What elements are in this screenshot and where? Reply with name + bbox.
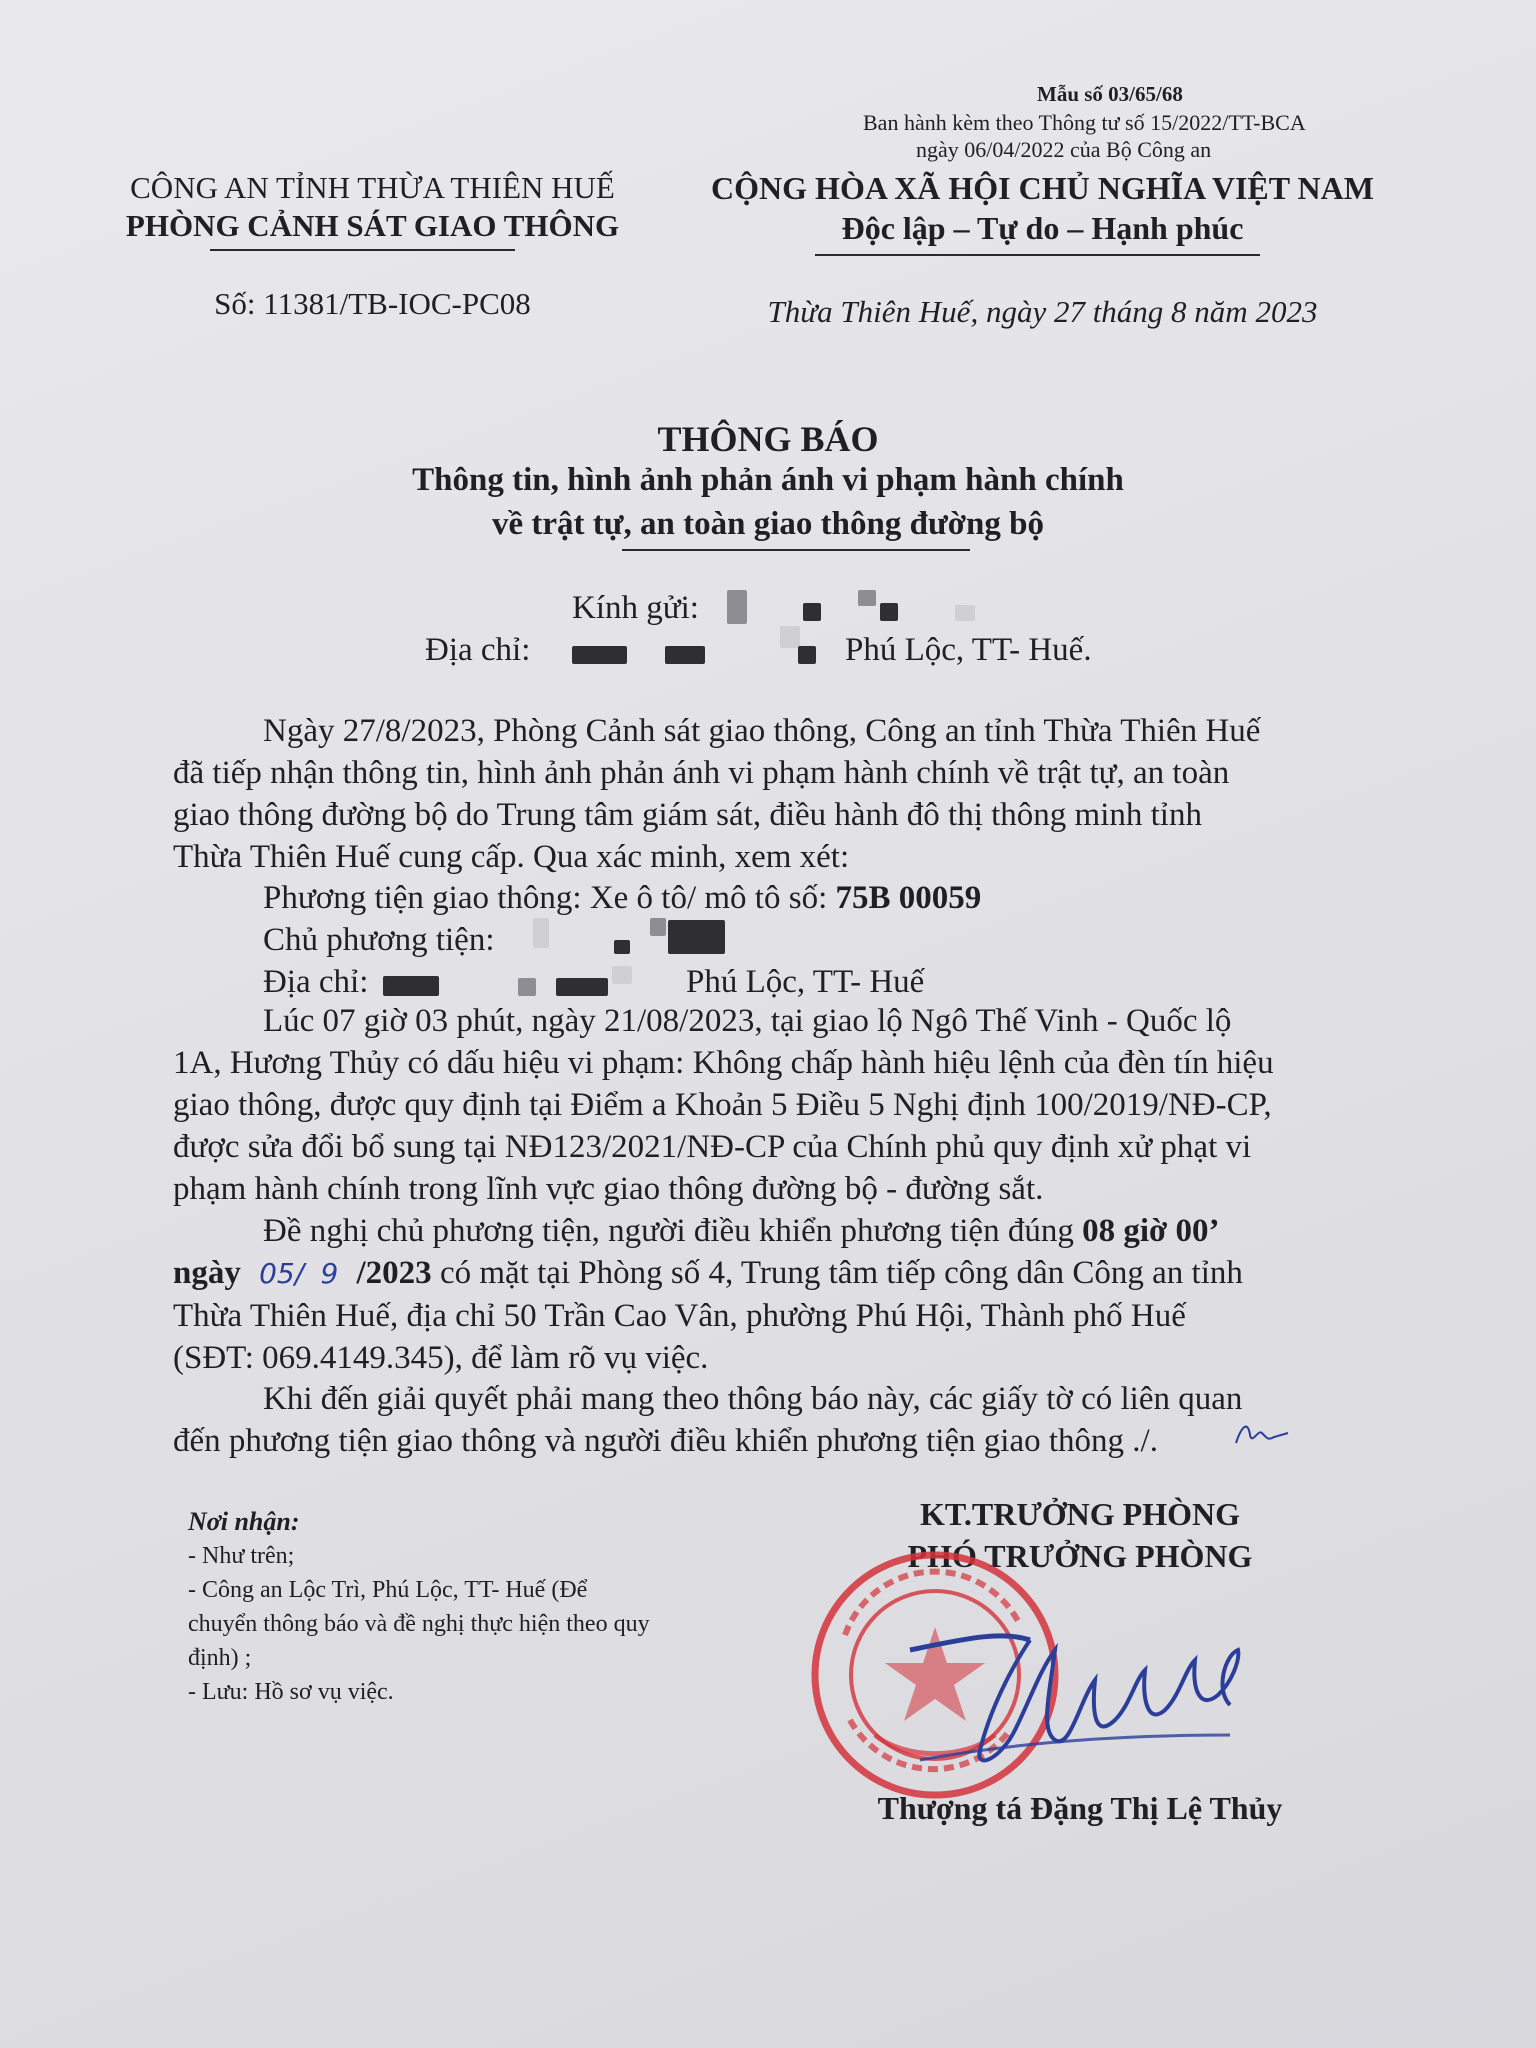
body-paragraph-1 (173, 710, 1383, 878)
issuer-department: PHÒNG CẢNH SÁT GIAO THÔNG (125, 208, 620, 243)
distribution-item: định) ; (188, 1645, 252, 1671)
appointment-time: 08 giờ 00’ (1082, 1213, 1220, 1249)
document-subtitle-2: về trật tự, an toàn giao thông đường bộ (491, 506, 1044, 542)
body-line: Lúc 07 giờ 03 phút, ngày 21/08/2023, tại giao lộ Ngô Thế Vinh - Quốc lộ (263, 1003, 1232, 1039)
document-subtitle-1: Thông tin, hình ảnh phản ánh vi phạm hành chính (412, 462, 1124, 498)
document-title: THÔNG BÁO (657, 419, 879, 459)
signature-title-1: KT.TRƯỞNG PHÒNG (920, 1496, 1240, 1532)
place-date: Thừa Thiên Huế, ngày 27 tháng 8 năm 2023 (767, 294, 1318, 329)
body-paragraph-3 (173, 1210, 1383, 1379)
recipient-address-suffix: Phú Lộc, TT- Huế. (845, 632, 1092, 668)
body-line: được sửa đổi bổ sung tại NĐ123/2021/NĐ-CP của Chính phủ quy định xử phạt vi (173, 1129, 1252, 1165)
distribution-item: - Công an Lộc Trì, Phú Lộc, TT- Huế (Để (188, 1577, 588, 1603)
motto-underline (815, 254, 1260, 256)
national-motto: CỘNG HÒA XÃ HỘI CHỦ NGHĨA VIỆT NAM (711, 170, 1374, 206)
appointment-day-label: ngày (173, 1255, 241, 1291)
distribution-item: - Lưu: Hồ sơ vụ việc. (188, 1679, 394, 1705)
title-underline (622, 549, 970, 551)
handwritten-day: 05 (259, 1257, 295, 1290)
body-line: Khi đến giải quyết phải mang theo thông báo này, các giấy tờ có liên quan (263, 1381, 1243, 1417)
form-code: Mẫu số 03/65/68 (1037, 82, 1183, 106)
form-reference-line-1: Ban hành kèm theo Thông tư số 15/2022/TT-BCA (863, 110, 1306, 135)
document-number: Số: 11381/TB-IOC-PC08 (214, 286, 531, 321)
body-line: ngày 05/ 9 /2023 có mặt tại Phòng số 4, Trung tâm tiếp công dân Công an tỉnh (173, 1255, 1243, 1291)
appointment-year: /2023 (356, 1255, 432, 1291)
body-line: Thừa Thiên Huế cung cấp. Qua xác minh, xem xét: (173, 839, 850, 875)
distribution-item: chuyển thông báo và đề nghị thực hiện theo quy (188, 1611, 650, 1637)
form-reference-line-2: ngày 06/04/2022 của Bộ Công an (916, 137, 1212, 162)
body-line: đã tiếp nhận thông tin, hình ảnh phản ánh vi phạm hành chính về trật tự, an toàn (173, 755, 1230, 791)
owner-label: Chủ phương tiện: (263, 922, 495, 958)
issuer-agency: CÔNG AN TỈNH THỪA THIÊN HUẾ (130, 170, 615, 205)
body-paragraph-2 (173, 1000, 1383, 1210)
body-line (173, 1210, 1383, 1252)
signature-title-2: PHÓ TRƯỞNG PHÒNG (907, 1538, 1253, 1574)
national-motto-sub: Độc lập – Tự do – Hạnh phúc (841, 210, 1244, 246)
body-paragraph-4 (173, 1378, 1383, 1462)
issuer-underline (210, 249, 515, 251)
vehicle-plate: 75B 00059 (835, 880, 982, 916)
body-line: 1A, Hương Thủy có dấu hiệu vi phạm: Không chấp hành hiệu lệnh của đèn tín hiệu (173, 1045, 1274, 1081)
owner-address-suffix: Phú Lộc, TT- Huế (686, 964, 925, 1000)
body-line: (SĐT: 069.4149.345), để làm rõ vụ việc. (173, 1340, 709, 1376)
body-line: giao thông đường bộ do Trung tâm giám sát, điều hành đô thị thông minh tỉnh (173, 797, 1202, 833)
body-line: đến phương tiện giao thông và người điều khiển phương tiện giao thông ./. (173, 1423, 1158, 1459)
handwritten-initial (1232, 1415, 1292, 1451)
appointment-location: có mặt tại Phòng số 4, Trung tâm tiếp công dân Công an tỉnh (439, 1255, 1243, 1291)
vehicle-line (263, 880, 981, 917)
distribution-list (188, 1505, 788, 1709)
vehicle-label: Phương tiện giao thông: Xe ô tô/ mô tô số: (263, 880, 828, 916)
handwritten-month: 9 (320, 1257, 339, 1290)
body-line: Thừa Thiên Huế, địa chỉ 50 Trần Cao Vân, phường Phú Hội, Thành phố Huế (173, 1298, 1186, 1334)
recipient-label: Kính gửi: (572, 590, 699, 626)
handwritten-signature-icon (880, 1610, 1280, 1790)
body-line: Ngày 27/8/2023, Phòng Cảnh sát giao thông, Công an tỉnh Thừa Thiên Huế (263, 713, 1261, 749)
body-line: giao thông, được quy định tại Điểm a Khoản 5 Điều 5 Nghị định 100/2019/NĐ-CP, (173, 1087, 1272, 1123)
distribution-title: Nơi nhận: (188, 1507, 300, 1536)
distribution-item: - Như trên; (188, 1543, 295, 1569)
owner-address-label: Địa chỉ: (263, 964, 369, 1000)
signer-name: Thượng tá Đặng Thị Lệ Thủy (877, 1790, 1283, 1826)
appointment-intro: Đề nghị chủ phương tiện, người điều khiển phương tiện đúng (263, 1213, 1074, 1249)
body-line: phạm hành chính trong lĩnh vực giao thông đường bộ - đường sắt. (173, 1171, 1044, 1207)
recipient-address-label: Địa chỉ: (425, 632, 531, 668)
